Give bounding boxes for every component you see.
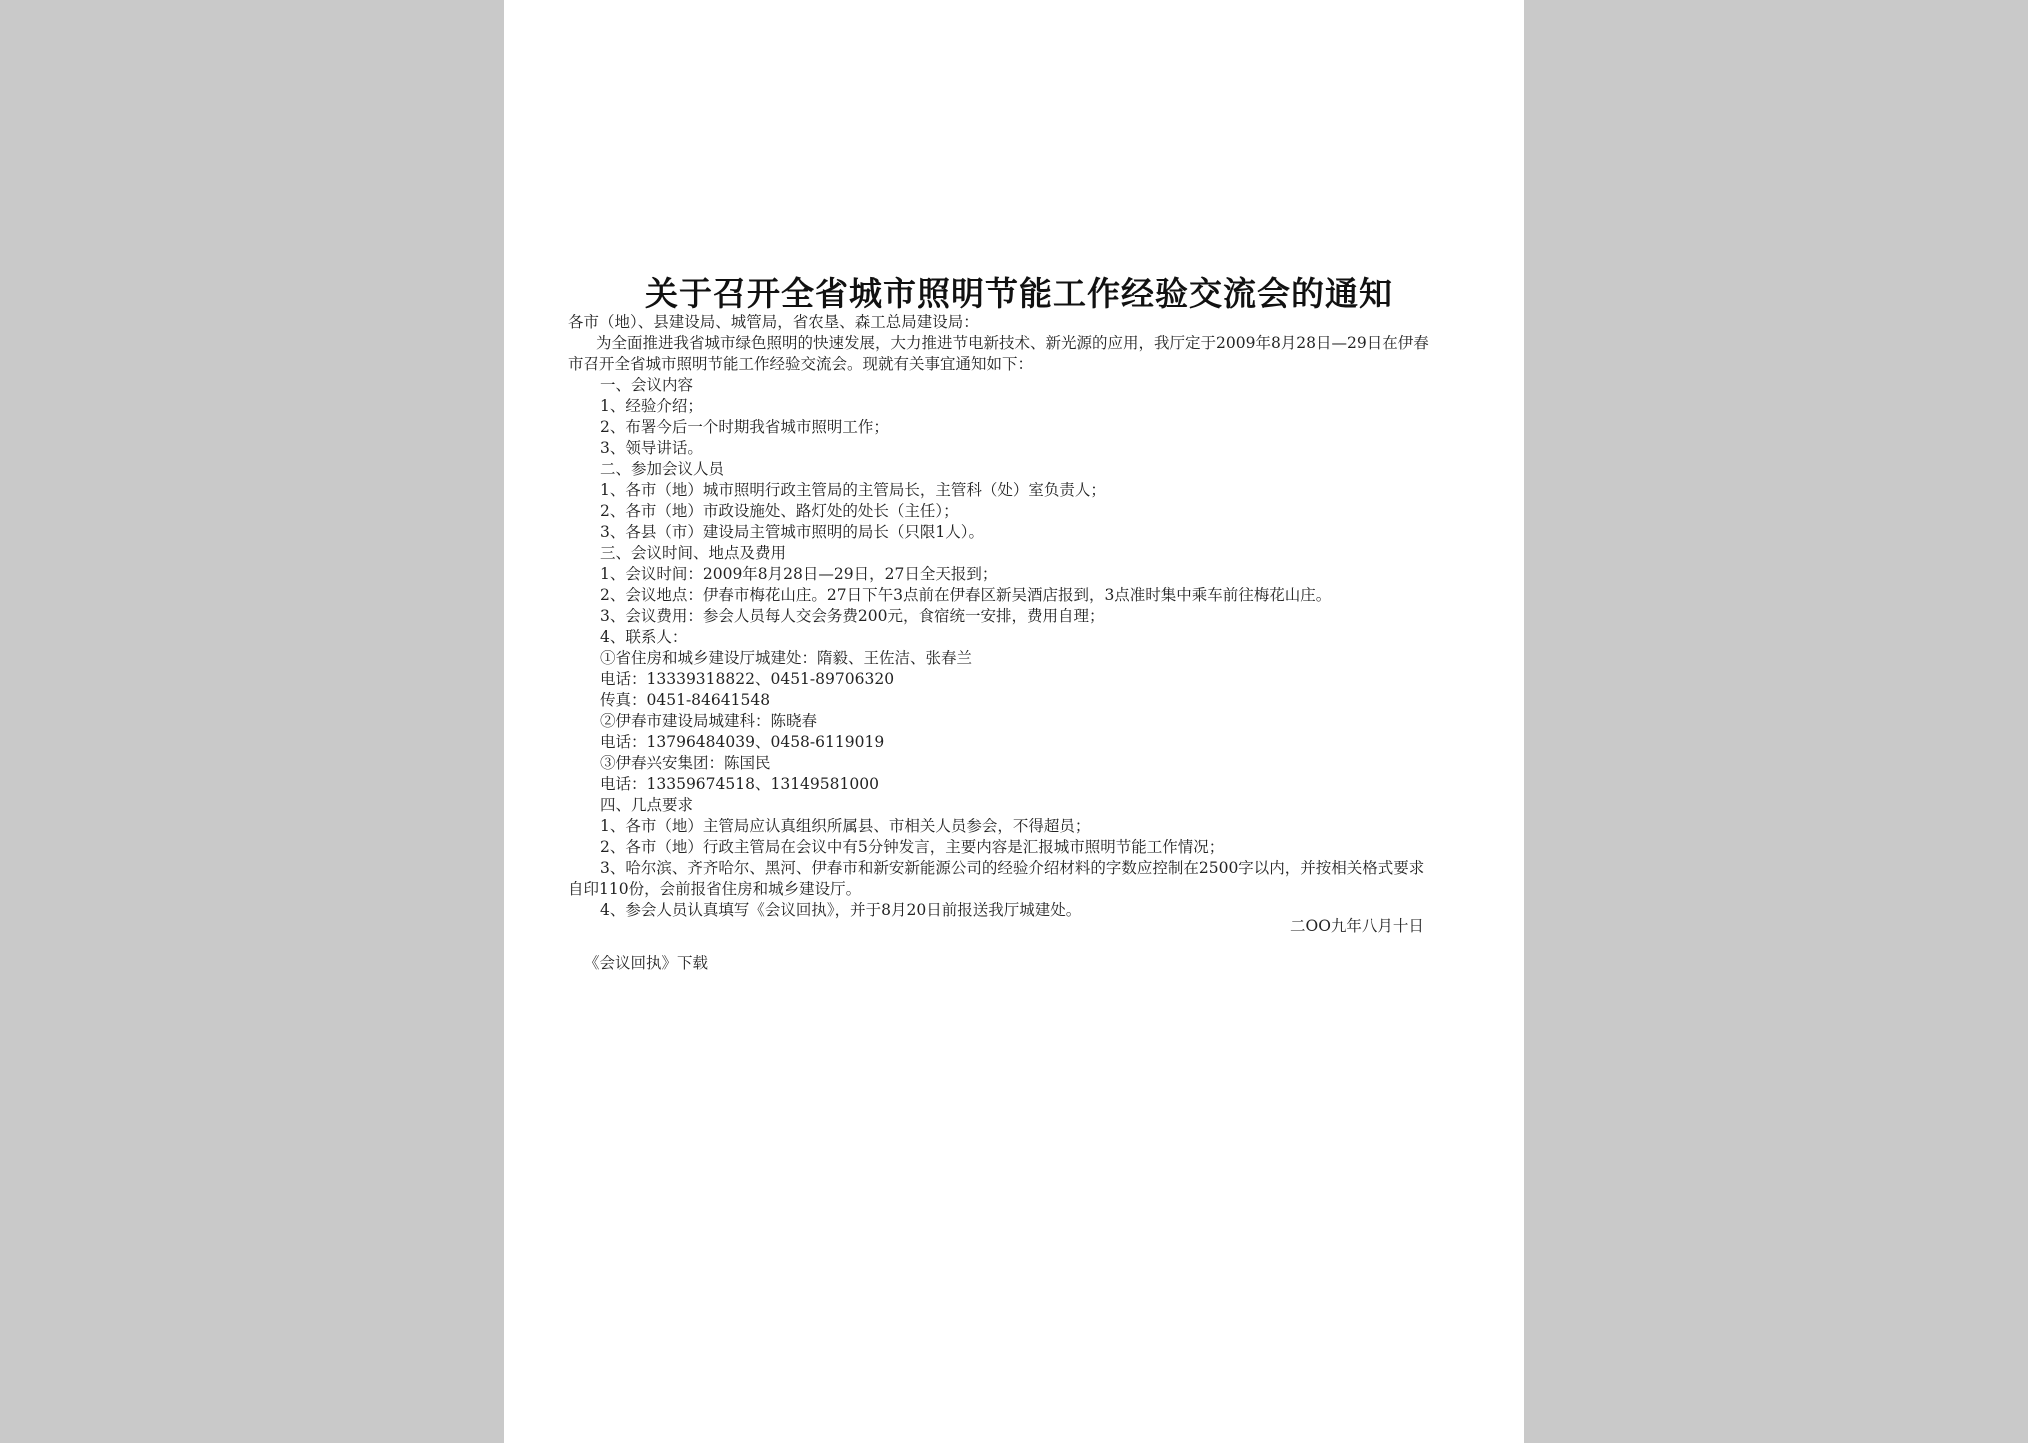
section-heading-3: 三、会议时间、地点及费用 — [600, 544, 787, 562]
document-date: 二OO九年八月十日 — [1290, 917, 1424, 935]
contact-phone: 电话：13359674518、13149581000 — [600, 775, 879, 793]
list-item: 3、会议费用：参会人员每人交会务费200元，食宿统一安排，费用自理； — [600, 607, 1105, 625]
document-page — [504, 0, 1524, 1443]
document-title: 关于召开全省城市照明节能工作经验交流会的通知 — [645, 274, 1393, 313]
intro-paragraph-line-1: 为全面推进我省城市绿色照明的快速发展，大力推进节电新技术、新光源的应用，我厅定于2009年8月28日—29日在伊春 — [596, 334, 1429, 352]
intro-paragraph-line-2: 市召开全省城市照明节能工作经验交流会。现就有关事宜通知如下： — [568, 355, 1034, 373]
list-item: 3、哈尔滨、齐齐哈尔、黑河、伊春市和新安新能源公司的经验介绍材料的字数应控制在2500字以内，并按相关格式要求 — [600, 859, 1425, 877]
section-heading-1: 一、会议内容 — [600, 376, 694, 394]
list-item: 1、会议时间：2009年8月28日—29日，27日全天报到； — [600, 565, 998, 583]
contact-phone: 电话：13339318822、0451-89706320 — [600, 670, 895, 688]
receipt-download-link[interactable]: 《会议回执》下载 — [584, 954, 709, 972]
list-item: 1、经验介绍； — [600, 397, 703, 415]
list-item-continuation: 自印110份，会前报省住房和城乡建设厅。 — [568, 880, 862, 898]
list-item: 2、各市（地）行政主管局在会议中有5分钟发言，主要内容是汇报城市照明节能工作情况； — [600, 838, 1225, 856]
list-item: 3、领导讲话。 — [600, 439, 703, 457]
list-item: 2、会议地点：伊春市梅花山庄。27日下午3点前在伊春区新吴酒店报到，3点准时集中乘车前往梅花山庄。 — [600, 586, 1332, 604]
list-item: 1、各市（地）主管局应认真组织所属县、市相关人员参会，不得超员； — [600, 817, 1091, 835]
section-heading-2: 二、参加会议人员 — [600, 460, 725, 478]
list-item: 2、各市（地）市政设施处、路灯处的处长（主任）； — [600, 502, 959, 520]
contact-item: ①省住房和城乡建设厅城建处：隋毅、王佐洁、张春兰 — [600, 649, 973, 667]
addressee-line: 各市（地）、县建设局、城管局，省农垦、森工总局建设局： — [568, 313, 979, 331]
list-item: 1、各市（地）城市照明行政主管局的主管局长，主管科（处）室负责人； — [600, 481, 1106, 499]
contact-item: ③伊春兴安集团：陈国民 — [600, 754, 771, 772]
contact-phone: 电话：13796484039、0458-6119019 — [600, 733, 885, 751]
list-item: 4、参会人员认真填写《会议回执》，并于8月20日前报送我厅城建处。 — [600, 901, 1082, 919]
contact-fax: 传真：0451-84641548 — [600, 691, 771, 709]
list-item: 4、联系人： — [600, 628, 688, 646]
section-heading-4: 四、几点要求 — [600, 796, 694, 814]
contact-item: ②伊春市建设局城建科：陈晓春 — [600, 712, 818, 730]
list-item: 3、各县（市）建设局主管城市照明的局长（只限1人）。 — [600, 523, 984, 541]
list-item: 2、布署今后一个时期我省城市照明工作； — [600, 418, 889, 436]
